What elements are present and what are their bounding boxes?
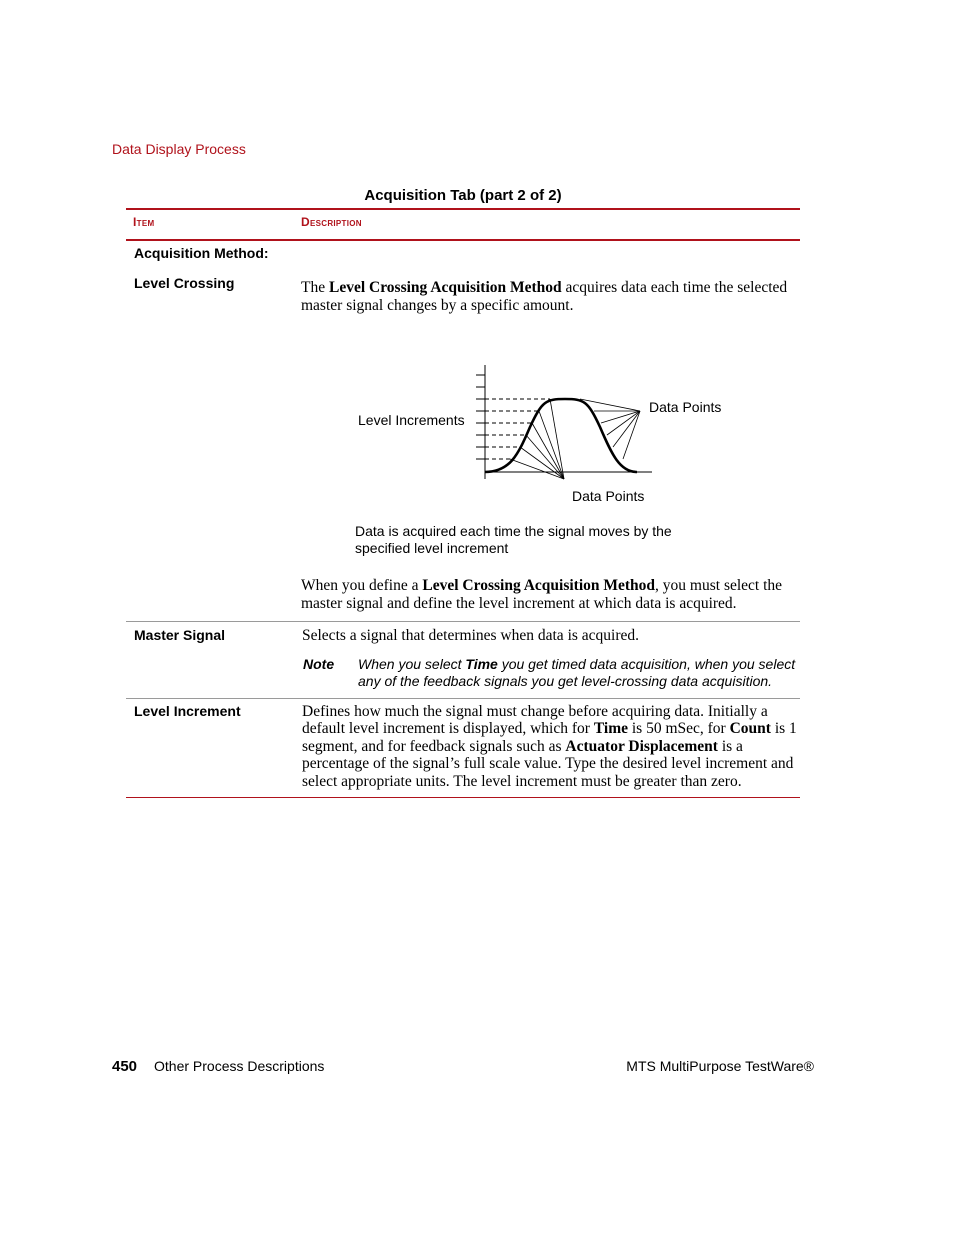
- note-text: [358, 656, 798, 690]
- note-label: Note: [303, 656, 335, 672]
- column-header-item-text: Item: [133, 215, 155, 229]
- text-run: acquires data each time the selected master signal changes by a specific amount.: [301, 279, 788, 314]
- text-run: Defines how much the signal must change before acquiring data. Initially a default level increment is displayed, which for: [302, 703, 768, 738]
- axis-ticks: [476, 375, 485, 459]
- column-header-description: [301, 215, 362, 229]
- table-top-rule: [126, 208, 800, 210]
- level-crossing-definition: [301, 577, 796, 613]
- footer-product: MTS MultiPurpose TestWare®: [626, 1058, 814, 1074]
- page-number: 450: [112, 1058, 138, 1075]
- bold-term: Level Crossing Acquisition Method: [328, 279, 562, 296]
- level-increment-description: [302, 703, 797, 790]
- bold-term: Actuator Displacement: [565, 737, 718, 755]
- text-run: is a percentage of the signal’s full scale value. Type the desired level increment and select appropriate units. The level increment must be greater than zero.: [302, 737, 794, 790]
- figure-label-data-points-upper: Data Points: [649, 399, 722, 415]
- table-bottom-rule: [126, 797, 800, 798]
- figure-label-data-points-lower: Data Points: [572, 488, 645, 504]
- text-run: is 1 segment, and for feedback signals such as: [302, 720, 797, 755]
- running-head: Data Display Process: [112, 141, 246, 157]
- bold-term: Time: [593, 720, 628, 738]
- row-separator: [126, 698, 800, 699]
- text-run: When you select: [358, 656, 466, 672]
- figure-label-level-increments: Level Increments: [358, 412, 465, 428]
- row-label-level-increment: Level Increment: [134, 703, 241, 719]
- text-run: , you must select the master signal and define the level increment at which data is acquired.: [301, 577, 783, 612]
- table-header-rule: [126, 239, 800, 241]
- master-signal-description: Selects a signal that determines when data is acquired.: [302, 627, 640, 644]
- bold-term: Time: [465, 656, 498, 672]
- text-run: The: [301, 279, 329, 296]
- text-run: When you define a: [301, 577, 423, 594]
- row-label-master-signal: Master Signal: [134, 627, 226, 643]
- figure-caption: Data is acquired each time the signal moves by the specified level increment: [355, 523, 672, 556]
- text-run: is 50 mSec, for: [627, 720, 730, 738]
- row-separator: [126, 621, 800, 622]
- footer-section: Other Process Descriptions: [154, 1058, 325, 1074]
- level-crossing-description: [301, 279, 796, 315]
- row-label-acquisition-method: Acquisition Method:: [134, 245, 269, 261]
- bold-term: Level Crossing Acquisition Method: [422, 577, 656, 594]
- text-run: you get timed data acquisition, when you select any of the feedback signals you get level-crossing data acquisition.: [358, 656, 796, 689]
- column-header-description-text: Description: [301, 215, 362, 229]
- level-crossing-diagram: [350, 355, 750, 515]
- level-crossing-figure: [350, 355, 750, 515]
- table-title: Acquisition Tab (part 2 of 2): [364, 187, 562, 204]
- bold-term: Count: [729, 720, 771, 738]
- column-header-item: [133, 215, 154, 229]
- row-label-level-crossing: Level Crossing: [134, 275, 235, 291]
